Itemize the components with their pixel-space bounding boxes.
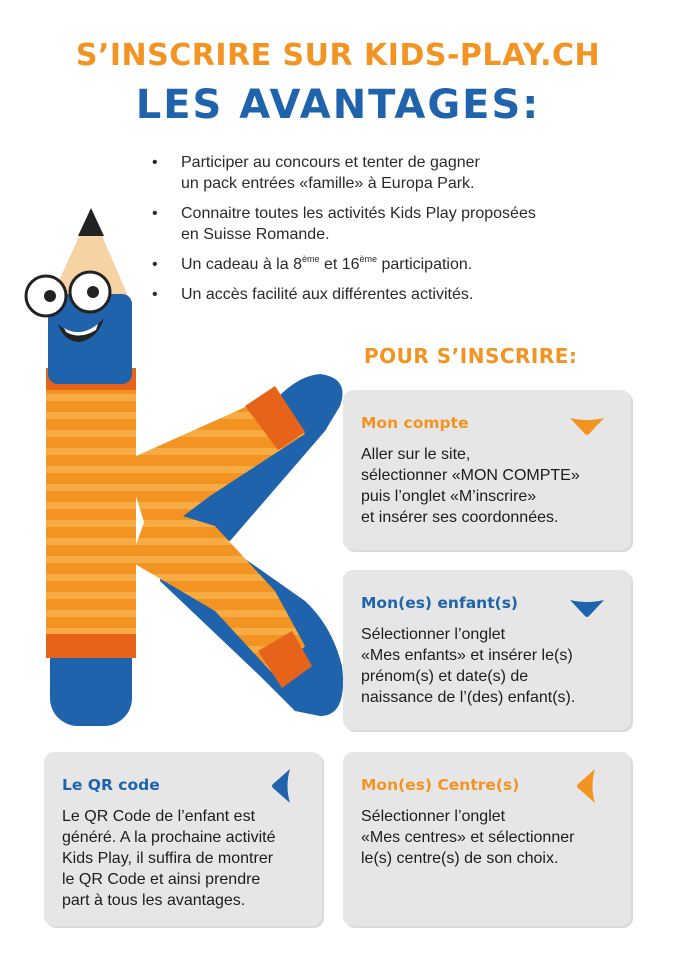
chevron-left-icon: [575, 768, 597, 804]
benefit-item: [152, 254, 612, 275]
ordinal-suffix: ème: [301, 254, 320, 264]
card-title: Mon compte: [361, 414, 469, 432]
page-title: LES AVANTAGES:: [135, 82, 541, 128]
benefit-text: Un cadeau à la 8: [181, 256, 302, 273]
card-body: Sélectionner l’onglet «Mes centres» et sélectionner le(s) centre(s) de son choix.: [361, 808, 575, 867]
benefit-text: et 16: [319, 256, 360, 273]
benefit-text: en Suisse Romande.: [181, 226, 330, 243]
benefit-text: un pack entrées «famille» à Europa Park.: [181, 175, 475, 192]
step-card-children: [343, 570, 631, 730]
card-title: Le QR code: [62, 776, 160, 794]
chevron-down-icon: [569, 598, 605, 618]
bullet-icon: •: [152, 154, 158, 171]
card-title: Mon(es) Centre(s): [361, 776, 520, 794]
benefit-item: [152, 152, 612, 194]
bullet-icon: •: [152, 286, 158, 303]
benefit-text: Connaitre toutes les activités Kids Play proposées: [181, 205, 536, 222]
card-title: Mon(es) enfant(s): [361, 594, 518, 612]
header-subtitle: S’INSCRIRE SUR KIDS-PLAY.CH: [75, 38, 601, 73]
benefits-list: [152, 152, 612, 314]
benefit-text: Participer au concours et tenter de gagner: [181, 154, 480, 171]
ordinal-suffix: ème: [359, 254, 378, 264]
step-card-account: [343, 390, 631, 550]
card-body: Aller sur le site, sélectionner «MON COMPTE» puis l’onglet «M’inscrire» et insérer ses coordonnées.: [361, 446, 580, 526]
benefit-item: [152, 203, 612, 245]
card-body: Le QR Code de l’enfant est généré. A la prochaine activité Kids Play, il suffira de montrer le QR Code et ainsi prendre part à tous les avantages.: [62, 808, 276, 909]
bullet-icon: •: [152, 205, 158, 222]
benefit-text: participation.: [377, 256, 473, 273]
step-card-qr-code: [44, 752, 322, 926]
benefit-item: [152, 284, 612, 305]
step-card-centres: [343, 752, 631, 926]
chevron-left-icon: [270, 768, 292, 804]
benefit-text: Un accès facilité aux différentes activités.: [181, 286, 474, 303]
chevron-down-icon: [569, 416, 605, 436]
card-body: Sélectionner l’onglet «Mes enfants» et insérer le(s) prénom(s) et date(s) de naissance de l’(des) enfant(s).: [361, 626, 576, 706]
bullet-icon: •: [152, 256, 158, 273]
signup-heading: POUR S’INSCRIRE:: [364, 344, 578, 368]
